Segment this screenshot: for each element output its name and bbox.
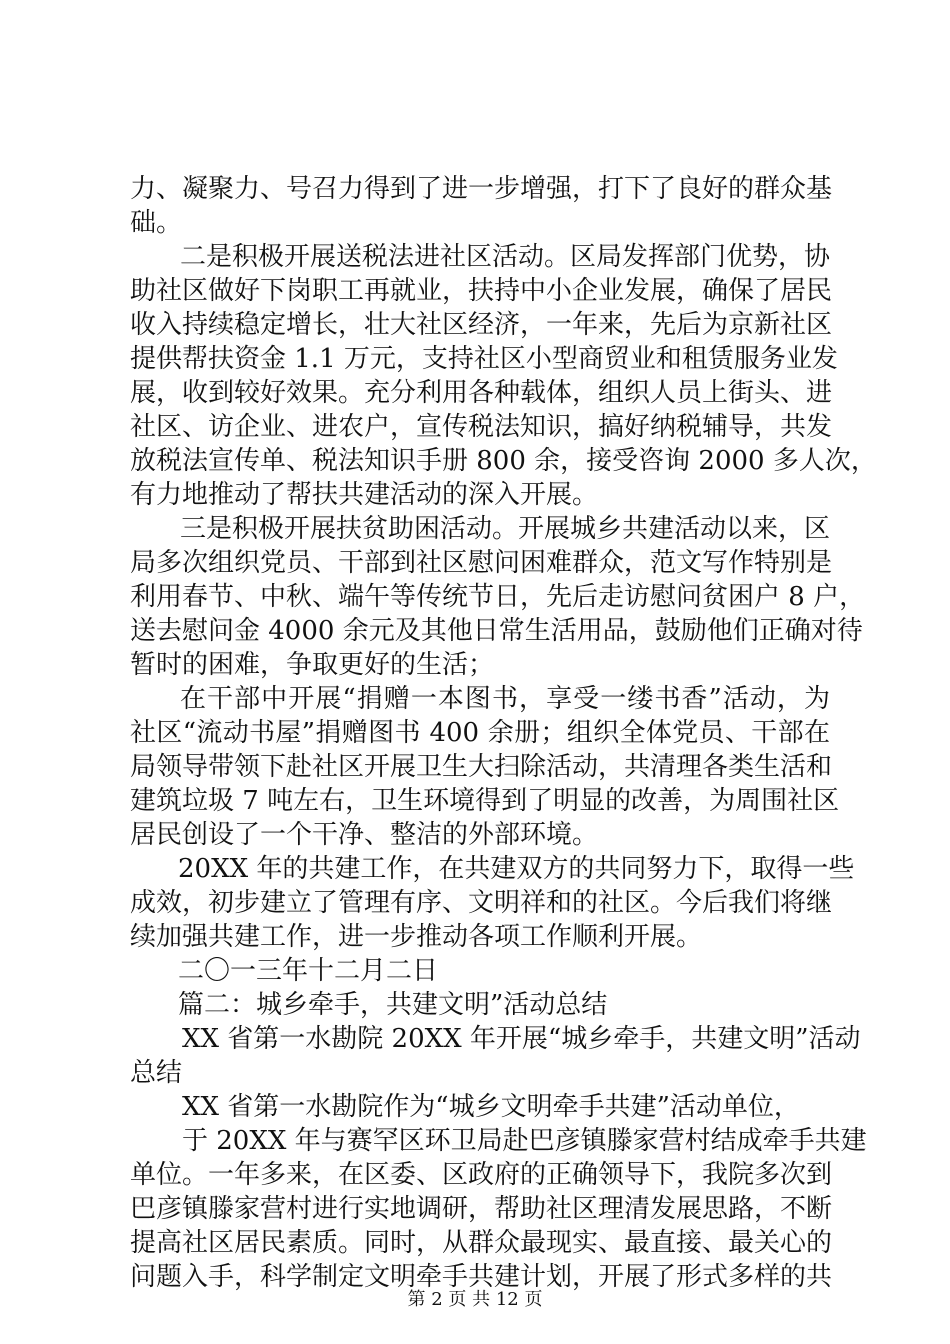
text-line: XX 省第一水勘院作为“城乡文明牵手共建”活动单位， — [182, 1092, 800, 1122]
title-line: XX 省第一水勘院 20XX 年开展“城乡牵手，共建文明”活动 — [182, 1024, 861, 1054]
page-number-footer: 第 2 页 共 12 页 — [407, 1289, 543, 1310]
text-line: 利用春节、中秋、端午等传统节日，先后走访慰问贫困户 8 户， — [130, 582, 866, 612]
date-line: 二〇一三年十二月二日 — [178, 956, 439, 986]
text-line: 础。 — [130, 208, 183, 238]
text-line: 局领导带领下赴社区开展卫生大扫除活动，共清理各类生活和 — [130, 752, 833, 782]
text-line: 力、凝聚力、号召力得到了进一步增强，打下了良好的群众基 — [130, 174, 833, 204]
text-line: 社区、访企业、进农户，宣传税法知识，搞好纳税辅导，共发 — [130, 412, 833, 442]
text-line: 社区“流动书屋”捐赠图书 400 余册；组织全体党员、干部在 — [130, 718, 830, 748]
text-line: 单位。一年多来，在区委、区政府的正确领导下，我院多次到 — [130, 1160, 833, 1190]
text-line: 于 20XX 年与赛罕区环卫局赴巴彦镇滕家营村结成牵手共建 — [182, 1126, 867, 1156]
text-line: 三是积极开展扶贫助困活动。开展城乡共建活动以来，区 — [180, 514, 831, 544]
text-line: 有力地推动了帮扶共建活动的深入开展。 — [130, 480, 599, 510]
text-line: 居民创设了一个干净、整洁的外部环境。 — [130, 820, 599, 850]
text-line: 提高社区居民素质。同时，从群众最现实、最直接、最关心的 — [130, 1228, 833, 1258]
text-line: 在干部中开展“捐赠一本图书，享受一缕书香”活动，为 — [180, 684, 830, 714]
text-line: 暂时的困难，争取更好的生活； — [130, 650, 495, 680]
section-heading: 篇二：城乡牵手，共建文明”活动总结 — [178, 990, 608, 1020]
text-line: 续加强共建工作，进一步推动各项工作顺利开展。 — [130, 922, 703, 952]
text-line: 放税法宣传单、税法知识手册 800 余，接受咨询 2000 多人次， — [130, 446, 877, 476]
text-line: 成效，初步建立了管理有序、文明祥和的社区。今后我们将继 — [130, 888, 833, 918]
text-line: 建筑垃圾 7 吨左右，卫生环境得到了明显的改善，为周围社区 — [130, 786, 840, 816]
text-line: 提供帮扶资金 1.1 万元，支持社区小型商贸业和租赁服务业发 — [130, 344, 838, 374]
text-line: 助社区做好下岗职工再就业，扶持中小企业发展，确保了居民 — [130, 276, 833, 306]
text-line: 收入持续稳定增长，壮大社区经济，一年来，先后为京新社区 — [130, 310, 833, 340]
text-line: 二是积极开展送税法进社区活动。区局发挥部门优势，协 — [180, 242, 831, 272]
text-line: 送去慰问金 4000 余元及其他日常生活用品，鼓励他们正确对待 — [130, 616, 863, 646]
text-line: 局多次组织党员、干部到社区慰问困难群众，范文写作特别是 — [130, 548, 833, 578]
text-line: 巴彦镇滕家营村进行实地调研，帮助社区理清发展思路，不断 — [130, 1194, 833, 1224]
text-line: 展，收到较好效果。充分利用各种载体，组织人员上街头、进 — [130, 378, 833, 408]
text-line: 问题入手，科学制定文明牵手共建计划，开展了形式多样的共 — [130, 1262, 833, 1292]
text-line: 20XX 年的共建工作，在共建双方的共同努力下，取得一些 — [178, 854, 855, 884]
title-line: 总结 — [130, 1058, 183, 1088]
